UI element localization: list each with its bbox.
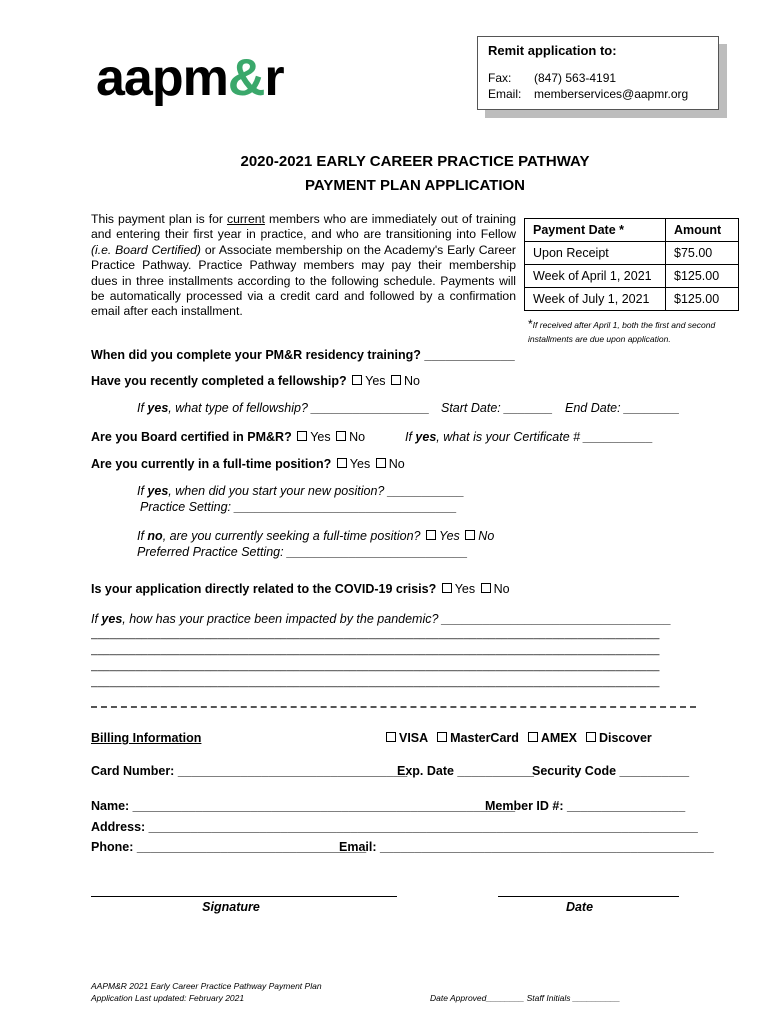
yes-label: Yes: [349, 457, 371, 471]
seeking-yes-checkbox[interactable]: [426, 530, 436, 540]
intro-text: This payment plan is for: [91, 212, 227, 226]
certificate-text: , what is your Certificate # __________: [436, 430, 654, 444]
logo-text-pre: aapm: [96, 49, 228, 107]
visa-checkbox[interactable]: [386, 732, 396, 742]
covid-answer-line[interactable]: __________________________________________________________________________________________: [91, 660, 660, 672]
intro-text: or Associate membership on the Academy's Early Career Practice Pathway. Practice Pathway members may pay their membership dues in three installments according to the following schedule. Payments will be automatically processed via a credit card and followed by a confirmation email after each installment.: [91, 242, 516, 319]
footer-line: Application Last updated: February 2021: [91, 993, 245, 1003]
yes-label: Yes: [454, 582, 476, 596]
intro-text: members who are immediately out of training and entering their first year in practice, and who are transitioning into Fellow: [91, 212, 516, 242]
remit-fax-row: [488, 71, 616, 85]
footer-line: AAPM&R 2021 Early Career Practice Pathway Payment Plan: [91, 981, 322, 991]
card-number-field[interactable]: Card Number: _________________________________: [91, 764, 408, 778]
if-text: If: [405, 430, 416, 444]
intro-paragraph: [91, 212, 516, 320]
remit-box: [477, 36, 719, 110]
address-field[interactable]: Address: _______________________________________________________________________________: [91, 820, 698, 834]
fulltime-question: [91, 457, 405, 471]
billing-heading: Billing Information: [91, 731, 202, 745]
yes-emphasis: yes: [147, 401, 169, 415]
yes-emphasis: yes: [101, 612, 123, 626]
preferred-setting-field[interactable]: Preferred Practice Setting: __________________________: [137, 545, 468, 559]
signature-line[interactable]: [91, 896, 397, 897]
signature-label: Signature: [202, 900, 260, 914]
fellowship-type-text: , what type of fellowship? _________________: [168, 401, 430, 415]
email-label: Email:: [488, 87, 522, 101]
covid-label: Is your application directly related to the COVID-19 crisis?: [91, 582, 437, 596]
footnote-text: If received after April 1, both the first and second installments are due upon application.: [528, 320, 716, 344]
table-row: [525, 242, 739, 265]
amount-cell: $75.00: [666, 242, 739, 265]
logo-text-post: r: [264, 49, 284, 107]
aapmr-logo: [96, 48, 284, 108]
if-text: If: [137, 484, 148, 498]
table-header-row: [525, 219, 739, 242]
board-yes-checkbox[interactable]: [297, 431, 307, 441]
intro-underlined: current: [226, 212, 265, 226]
covid-yes-checkbox[interactable]: [442, 583, 452, 593]
yes-label: Yes: [310, 430, 331, 444]
discover-checkbox[interactable]: [586, 732, 596, 742]
mastercard-checkbox[interactable]: [437, 732, 447, 742]
mastercard-label: MasterCard: [450, 731, 519, 745]
fellowship-type-field[interactable]: [137, 401, 430, 415]
no-label: No: [404, 374, 420, 388]
amount-cell: $125.00: [666, 288, 739, 311]
covid-impact-text: , how has your practice been impacted by the pandemic? _________________________________: [122, 612, 672, 626]
fulltime-label: Are you currently in a full-time position?: [91, 457, 332, 471]
date-label: Date: [565, 900, 594, 914]
date-line[interactable]: [498, 896, 679, 897]
seeking-text: , are you currently seeking a full-time position?: [162, 529, 421, 543]
table-row: [525, 265, 739, 288]
new-position-text: , when did you start your new position? ___________: [168, 484, 465, 498]
covid-answer-line[interactable]: __________________________________________________________________________________________: [91, 644, 660, 656]
table-row: [525, 288, 739, 311]
practice-setting-field[interactable]: Practice Setting: ________________________________: [140, 500, 457, 514]
fulltime-no-checkbox[interactable]: [376, 458, 386, 468]
board-label: Are you Board certified in PM&R?: [91, 430, 292, 444]
footer-left: [91, 980, 322, 1004]
cut-line-divider: [91, 706, 696, 708]
footer-approval: Date Approved________ Staff Initials __________: [430, 993, 621, 1003]
schedule-footnote: [528, 317, 728, 346]
remit-email-row: [488, 87, 688, 101]
payment-date-cell: Week of July 1, 2021: [525, 288, 666, 311]
certificate-number-field[interactable]: [405, 430, 653, 444]
start-date-field[interactable]: Start Date: _______: [441, 401, 553, 415]
billing-email-field[interactable]: Email: ________________________________________________: [339, 840, 714, 854]
header-payment-date: Payment Date *: [525, 219, 666, 242]
header-amount: Amount: [666, 219, 739, 242]
board-no-checkbox[interactable]: [336, 431, 346, 441]
footnote-star: *: [528, 317, 533, 331]
phone-field[interactable]: Phone: _________________________________: [91, 840, 367, 854]
seeking-no-checkbox[interactable]: [465, 530, 475, 540]
fellowship-no-checkbox[interactable]: [391, 375, 401, 385]
discover-label: Discover: [598, 731, 652, 745]
no-label: No: [388, 457, 405, 471]
fellowship-question: [91, 374, 420, 388]
fellowship-label: Have you recently completed a fellowship?: [91, 374, 347, 388]
document-title-line2: PAYMENT PLAN APPLICATION: [304, 177, 525, 194]
board-certified-question: [91, 430, 365, 444]
payment-date-cell: Upon Receipt: [525, 242, 666, 265]
logo-ampersand: &: [227, 49, 265, 107]
end-date-field[interactable]: End Date: ________: [565, 401, 680, 415]
covid-impact-field[interactable]: [91, 612, 671, 626]
no-emphasis: no: [147, 529, 163, 543]
covid-question: [91, 582, 510, 596]
visa-label: VISA: [399, 731, 429, 745]
covid-answer-line[interactable]: __________________________________________________________________________________________: [91, 628, 660, 640]
new-position-field[interactable]: [137, 484, 464, 498]
if-text: If: [137, 401, 148, 415]
fax-label: Fax:: [488, 71, 512, 85]
exp-date-field[interactable]: Exp. Date ___________: [397, 764, 534, 778]
yes-label: Yes: [365, 374, 386, 388]
amount-cell: $125.00: [666, 265, 739, 288]
card-type-options: [384, 731, 652, 745]
yes-label: Yes: [438, 529, 460, 543]
intro-italic: (i.e. Board Certified): [91, 242, 201, 257]
if-text: If: [91, 612, 102, 626]
no-label: No: [349, 430, 366, 444]
fax-number: (847) 563-4191: [534, 71, 617, 85]
yes-emphasis: yes: [147, 484, 169, 498]
if-text: If: [137, 529, 148, 543]
no-label: No: [478, 529, 495, 543]
no-label: No: [493, 582, 510, 596]
payment-schedule-table: [524, 218, 739, 311]
covid-no-checkbox[interactable]: [481, 583, 491, 593]
yes-emphasis: yes: [415, 430, 437, 444]
fulltime-yes-checkbox[interactable]: [337, 458, 347, 468]
payment-date-cell: Week of April 1, 2021: [525, 265, 666, 288]
member-id-field[interactable]: Member ID #: _________________: [485, 799, 686, 813]
fellowship-yes-checkbox[interactable]: [352, 375, 362, 385]
name-field[interactable]: Name: _______________________________________________________: [91, 799, 516, 813]
seeking-position-question: [137, 529, 494, 543]
remit-heading: Remit application to:: [488, 43, 617, 58]
residency-question: When did you complete your PM&R residency training? _____________: [91, 348, 515, 362]
document-title-line1: 2020-2021 EARLY CAREER PRACTICE PATHWAY: [240, 153, 590, 170]
email-address: memberservices@aapmr.org: [534, 87, 689, 101]
amex-checkbox[interactable]: [528, 732, 538, 742]
covid-answer-line[interactable]: __________________________________________________________________________________________: [91, 676, 660, 688]
amex-label: AMEX: [540, 731, 577, 745]
security-code-field[interactable]: Security Code __________: [532, 764, 690, 778]
